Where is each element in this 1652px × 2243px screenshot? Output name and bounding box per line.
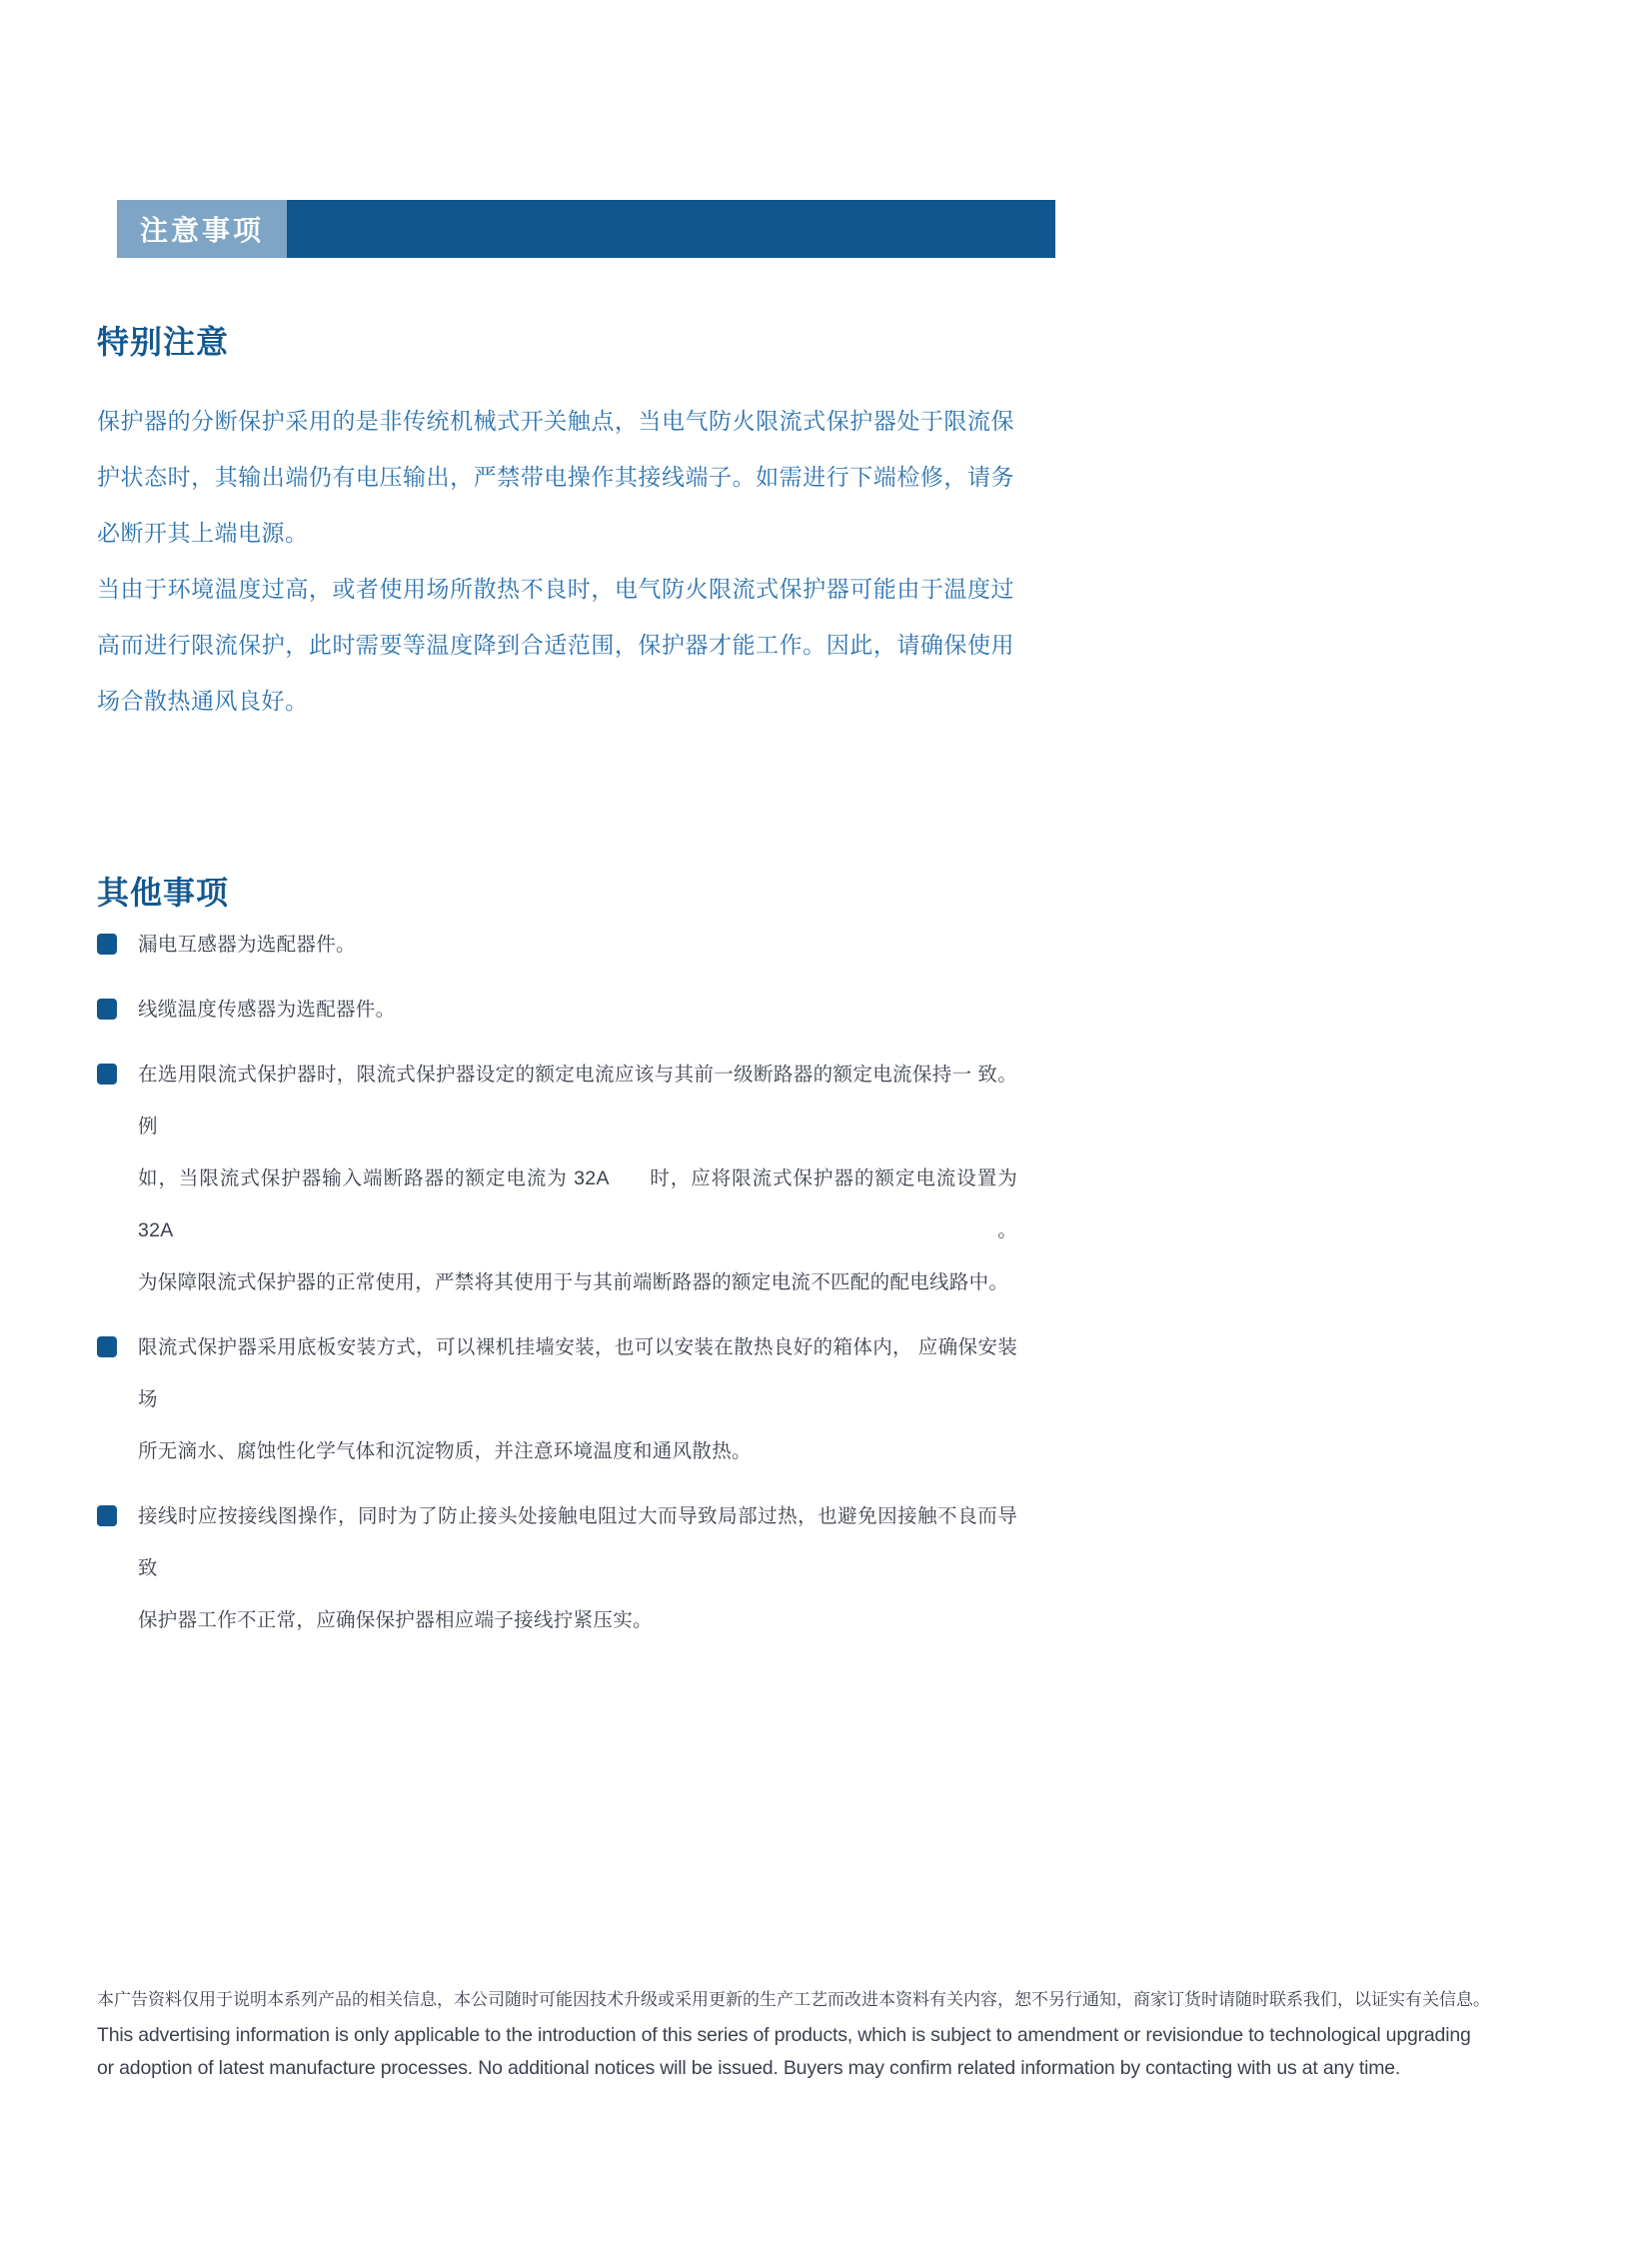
- list-item: [97, 1321, 1017, 1477]
- footer-disclaimer: [97, 1987, 1558, 2085]
- list-item-text: [138, 919, 1017, 971]
- list-item-text: [138, 984, 1017, 1036]
- paragraph-line: 场合散热通风良好。: [97, 688, 309, 714]
- paragraph-line: 当由于环境温度过高，或者使用场所散热不良时，电气防火限流式保护器可能由于温度过: [97, 576, 1014, 602]
- paragraph-line: 护状态时，其输出端仍有电压输出，严禁带电操作其接线端子。如需进行下端检修，请务: [97, 464, 1014, 490]
- list-item-line: 所无滴水、腐蚀性化学气体和沉淀物质，并注意环境温度和通风散热。: [138, 1440, 752, 1462]
- list-item-line: 限流式保护器采用底板安装方式，可以裸机挂墙安装，也可以安装在散热良好的箱体内， 应确保安装场: [138, 1336, 1017, 1410]
- paragraph-line: 必断开其上端电源。: [97, 520, 309, 546]
- other-matters-list: [97, 919, 1017, 1659]
- bullet-square-icon: [97, 1064, 117, 1085]
- list-item-text: [138, 1490, 1017, 1646]
- list-item: [97, 1490, 1017, 1646]
- section-banner: [117, 200, 1055, 258]
- paragraph-line: 保护器的分断保护采用的是非传统机械式开关触点，当电气防火限流式保护器处于限流保: [97, 408, 1014, 434]
- footer-disclaimer-en: [97, 2019, 1558, 2085]
- bullet-square-icon: [97, 999, 117, 1020]
- list-item-line: 接线时应按接线图操作，同时为了防止接头处接触电阻过大而导致局部过热，也避免因接触不良而导致: [138, 1505, 1017, 1579]
- bullet-square-icon: [97, 1336, 117, 1357]
- list-item-line: 线缆温度传感器为选配器件。: [138, 999, 396, 1021]
- footer-disclaimer-zh: 本广告资料仅用于说明本系列产品的相关信息，本公司随时可能因技术升级或采用更新的生产工艺而改进本资料有关内容，恕不另行通知，商家订货时请随时联系我们，以证实有关信息。: [97, 1990, 1490, 2009]
- list-item-text: [138, 1049, 1017, 1308]
- footer-disclaimer-en-line: or adoption of latest manufacture processes. No additional notices will be issued. Buyers may confirm related information by contacting with us at any time.: [97, 2057, 1401, 2079]
- list-item-line: 漏电互感器为选配器件。: [138, 934, 356, 956]
- special-attention-paragraphs: [97, 393, 1014, 729]
- list-item-text: [138, 1321, 1017, 1477]
- special-attention-heading: 特别注意: [97, 324, 230, 360]
- list-item: [97, 919, 1017, 971]
- list-item-line: 保护器工作不正常，应确保保护器相应端子接线拧紧压实。: [138, 1609, 653, 1631]
- footer-disclaimer-en-line: This advertising information is only applicable to the introduction of this series of products, which is subject to amendment or revisiondue to technological upgrading: [97, 2024, 1471, 2046]
- bullet-square-icon: [97, 1505, 117, 1526]
- banner-label-box: [117, 200, 287, 258]
- paragraph-line: 高而进行限流保护，此时需要等温度降到合适范围，保护器才能工作。因此，请确保使用: [97, 632, 1014, 658]
- list-item-line: 如，当限流式保护器输入端断路器的额定电流为 32A 时，应将限流式保护器的额定电流设置为 32A。: [138, 1167, 1017, 1241]
- other-matters-heading: 其他事项: [97, 875, 230, 911]
- banner-bar: [287, 200, 1055, 258]
- bullet-square-icon: [97, 934, 117, 955]
- list-item: [97, 1049, 1017, 1308]
- list-item: [97, 984, 1017, 1036]
- list-item-line: 在选用限流式保护器时，限流式保护器设定的额定电流应该与其前一级断路器的额定电流保持一 致。例: [138, 1064, 1017, 1137]
- list-item-line: 为保障限流式保护器的正常使用，严禁将其使用于与其前端断路器的额定电流不匹配的配电线路中。: [138, 1271, 1009, 1293]
- banner-title: 注意事项: [139, 215, 264, 246]
